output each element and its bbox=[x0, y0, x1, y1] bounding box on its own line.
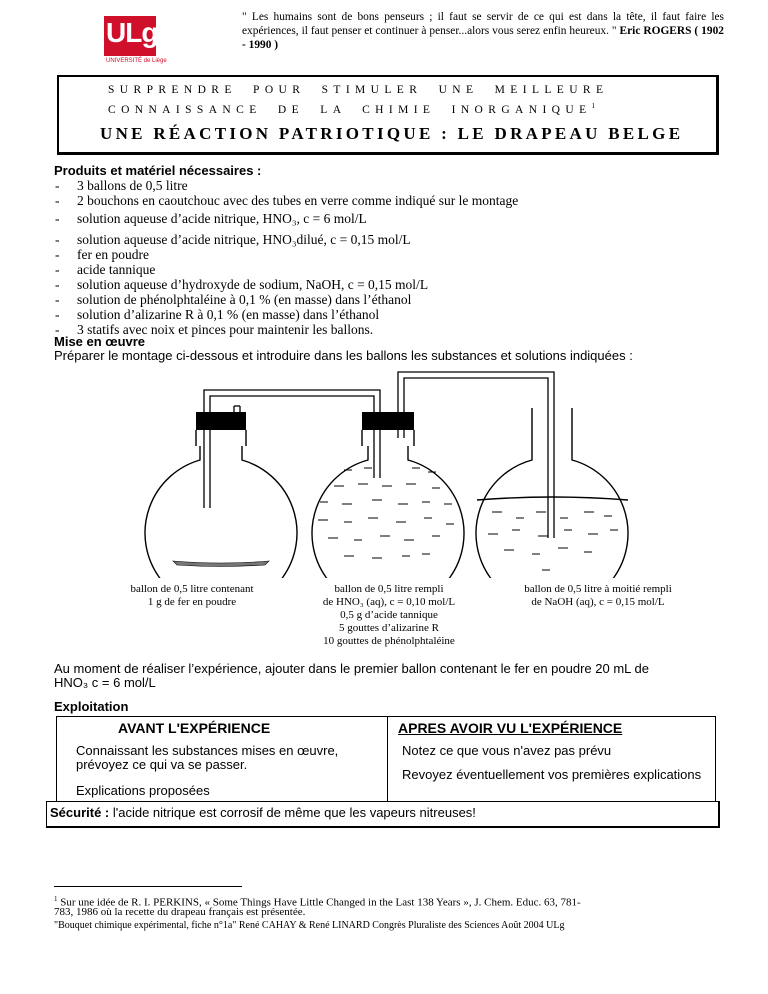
materials-item: - 3 statifs avec noix et pinces pour maintenir les ballons. bbox=[54, 322, 734, 337]
safety-text: l'acide nitrique est corrosif de même que les vapeurs nitreuses! bbox=[109, 805, 476, 820]
before-explanations: Explications proposées bbox=[76, 783, 210, 798]
footnote-rule bbox=[54, 886, 242, 887]
materials-item: - solution aqueuse d’acide nitrique, HNO₃dilué, c = 0,15 mol/L bbox=[54, 232, 734, 247]
materials-heading: Produits et matériel nécessaires : bbox=[54, 163, 262, 178]
flask-3-liquid bbox=[488, 512, 618, 570]
apparatus-diagram bbox=[140, 368, 640, 578]
flask-1-caption bbox=[92, 583, 292, 609]
subtitle-line-2-text: CONNAISSANCE DE LA CHIMIE INORGANIQUE bbox=[108, 104, 592, 116]
subtitle-line-2 bbox=[108, 102, 595, 116]
page-title: UNE RÉACTION PATRIOTIQUE : LE DRAPEAU BELGE bbox=[100, 124, 684, 143]
exploitation-divider bbox=[387, 716, 388, 802]
caption-line: 10 gouttes de phénolphtaléine bbox=[323, 635, 455, 647]
flask-2-liquid bbox=[318, 468, 454, 558]
caption-line: de NaOH (aq), c = 0,15 mol/L bbox=[531, 596, 665, 608]
flask-3-caption bbox=[498, 583, 698, 609]
safety-label: Sécurité : bbox=[50, 805, 110, 820]
safety-note bbox=[50, 806, 476, 820]
materials-item: - fer en poudre bbox=[54, 247, 734, 262]
footnote-mark: 1 bbox=[54, 895, 58, 903]
exploitation-heading: Exploitation bbox=[54, 699, 129, 714]
footnote-line-1: Sur une idée de R. I. PERKINS, « Some Things Have Little Changed in the Last 138 Years », J. Chem. Educ. 63, 781- bbox=[57, 896, 581, 909]
materials-item: - 2 bouchons en caoutchouc avec des tubes en verre comme indiqué sur le montage bbox=[54, 193, 734, 208]
quote-text: " Les humains sont de bons penseurs ; il faut se servir de ce qui est dans la tête, il faut faire les expériences, il faut penser et continuer à penser...alors vous serez enfin heureux. " bbox=[242, 11, 724, 37]
footnote-line-2: 783, 1986 où la recette du drapeau français est présentée. bbox=[54, 906, 306, 918]
materials-item: - acide tannique bbox=[54, 262, 734, 277]
instruction-line-2: HNO₃ c = 6 mol/L bbox=[54, 674, 156, 690]
logo-subtext: UNIVERSITÉ de Liège bbox=[106, 58, 167, 64]
caption-line: ballon de 0,5 litre contenant bbox=[130, 583, 254, 595]
materials-item: - solution aqueuse d’hydroxyde de sodium, NaOH, c = 0,15 mol/L bbox=[54, 277, 734, 292]
before-text bbox=[76, 744, 338, 771]
procedure-intro: Préparer le montage ci-dessous et introduire dans les ballons les substances et solutions indiquées : bbox=[54, 347, 633, 363]
logo-text: ULg bbox=[106, 17, 158, 48]
before-line-1: Connaissant les substances mises en œuvre, bbox=[76, 743, 339, 758]
flask-1 bbox=[145, 412, 297, 578]
flask-2-caption bbox=[284, 583, 494, 648]
quote-author: Eric ROGERS ( 1902 - 1990 ) bbox=[242, 25, 724, 51]
materials-section bbox=[54, 164, 734, 337]
subtitle-footnote-mark: 1 bbox=[591, 102, 596, 110]
university-logo bbox=[98, 10, 186, 66]
before-heading: AVANT L'EXPÉRIENCE bbox=[118, 720, 271, 736]
materials-item: - solution d’alizarine R à 0,1 % (en masse) dans l’éthanol bbox=[54, 307, 734, 322]
before-line-2: prévoyez ce qui va se passer. bbox=[76, 756, 248, 772]
footnote-source: "Bouquet chimique expérimental, fiche n°1a" René CAHAY & René LINARD Congrès Pluraliste des Sciences Août 2004 ULg bbox=[54, 920, 565, 931]
iron-powder bbox=[173, 561, 269, 567]
caption-line: ballon de 0,5 litre rempli bbox=[334, 583, 444, 595]
subtitle-line-1: SURPRENDRE POUR STIMULER UNE MEILLEURE bbox=[108, 84, 609, 96]
caption-line: 5 gouttes d’alizarine R bbox=[339, 622, 439, 634]
caption-line: 1 g de fer en poudre bbox=[147, 596, 237, 608]
epigraph-quote bbox=[242, 10, 724, 52]
materials-item: - solution aqueuse d’acide nitrique, HNO₃, c = 6 mol/L bbox=[54, 211, 734, 226]
materials-item: - 3 ballons de 0,5 litre bbox=[54, 178, 734, 193]
after-heading: APRES AVOIR VU L'EXPÉRIENCE bbox=[398, 720, 623, 736]
procedure-instruction bbox=[54, 662, 734, 689]
procedure-section bbox=[54, 335, 734, 362]
procedure-heading: Mise en œuvre bbox=[54, 334, 146, 349]
instruction-line-1: Au moment de réaliser l’expérience, ajouter dans le premier ballon contenant le fer en poudre 20 mL de bbox=[54, 661, 649, 676]
flask-2 bbox=[312, 412, 464, 578]
stopper-2 bbox=[362, 412, 414, 430]
after-line-2: Revoyez éventuellement vos premières explications bbox=[402, 767, 702, 782]
flask-3 bbox=[476, 408, 628, 578]
after-line-1: Notez ce que vous n'avez pas prévu bbox=[402, 743, 612, 758]
glass-tubes bbox=[204, 372, 554, 538]
caption-line: de HNO₃ (aq), c = 0,10 mol/L bbox=[322, 596, 456, 608]
materials-item: - solution de phénolphtaléine à 0,1 % (en masse) dans l’éthanol bbox=[54, 292, 734, 307]
caption-line: 0,5 g d’acide tannique bbox=[340, 609, 438, 621]
caption-line: ballon de 0,5 litre à moitié rempli bbox=[524, 583, 672, 595]
materials-list bbox=[54, 178, 734, 337]
